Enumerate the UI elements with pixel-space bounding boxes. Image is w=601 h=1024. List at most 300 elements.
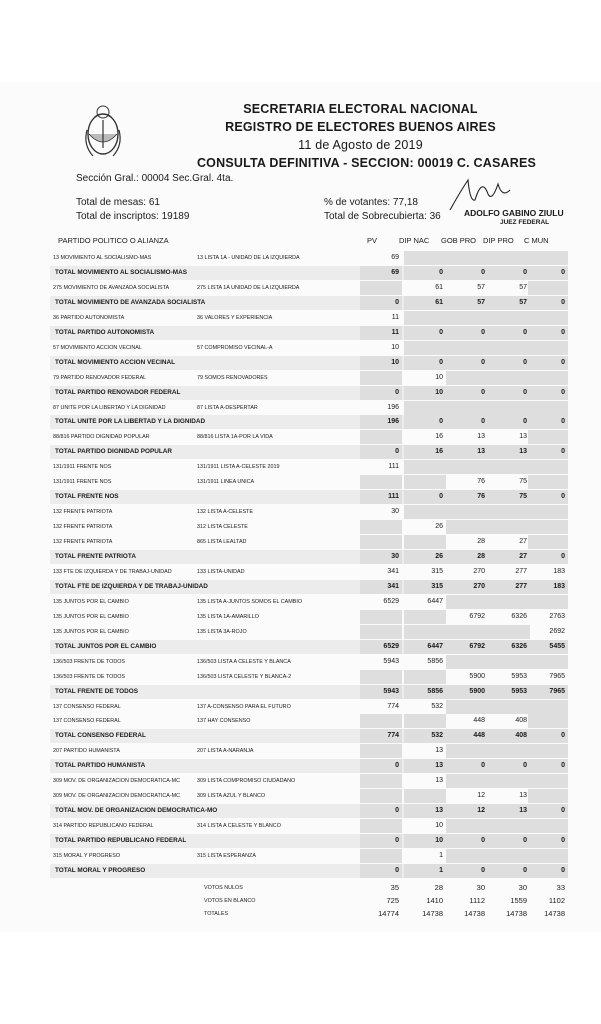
total-row [50,266,568,280]
cell-gob: 270 [446,580,488,594]
cell-dip: 6447 [404,640,446,654]
cell-dpr [488,251,530,265]
cell-dpr: 0 [488,356,530,370]
cell-dip [404,789,446,803]
footer-cell-mun: 33 [556,882,565,892]
total-row [50,550,568,564]
cell-dpr: 0 [488,759,530,773]
partido-label: 309 MOV. DE ORGANIZACION DEMOCRATICA-MC [53,793,180,800]
cell-gob [446,251,488,265]
partido-label: 136/503 FRENTE DE TODOS [53,673,126,680]
cell-dip: 0 [404,490,446,504]
cell-gob [446,595,488,609]
total-row [50,685,568,699]
header-consulta: CONSULTA DEFINITIVA - SECCION: 00019 C. CASARES [196,156,537,170]
partido-label: TOTAL FRENTE DE TODOS [55,687,138,695]
partido-label: TOTAL PARTIDO AUTONOMISTA [55,328,155,336]
cell-gob [446,371,488,385]
lista-label: 137 A-CONSENSO PARA EL FUTURO [197,703,291,710]
lista-label: 13 LISTA 1A - UNIDAD DE LA IZQUIERDA [197,255,300,261]
total-row [50,356,568,370]
list-row [50,251,568,265]
cell-dpr: 75 [488,490,530,504]
cell-dpr: 277 [488,580,530,594]
lista-label: 135 LISTA 1A-AMARILLO [197,613,259,620]
list-row [50,401,568,415]
footer-row [50,881,568,895]
cell-gob: 270 [473,567,485,575]
cell-gob [446,341,488,355]
cell-dpr [488,655,530,669]
pct-votantes: % de votantes: 77,18 [324,197,418,208]
cell-dip [404,670,446,684]
cell-mun [528,520,568,534]
cell-dpr [488,460,530,474]
cell-dpr: 13 [519,792,527,800]
cell-mun: 0 [528,759,568,773]
cell-dpr: 408 [488,729,530,743]
cell-dip: 1 [404,864,446,878]
partido-label: 309 MOV. DE ORGANIZACION DEMOCRATICA-MC [53,778,180,785]
partido-label: TOTAL MOVIMIENTO ACCION VECINAL [55,358,176,366]
col-header-dip-pro: DIP PRO [483,236,514,245]
total-row [50,445,568,459]
cell-dpr: 5953 [511,672,527,680]
footer-cell-dip: 1410 [426,895,443,905]
cell-pv: 774 [360,729,402,743]
judge-signature-icon [440,172,540,212]
partido-label: 13 MOVIMIENTO AL SOCIALISMO-MAS [53,255,152,261]
cell-mun: 0 [528,266,568,280]
cell-gob: 57 [477,283,485,291]
cell-pv: 10 [360,356,402,370]
cell-dip: 0 [404,266,446,280]
list-row [50,849,568,863]
cell-gob [446,849,488,863]
cell-dpr: 0 [488,864,530,878]
lista-label: 57 COMPROMISO VECINAL-A [197,344,273,351]
cell-dpr: 5953 [488,685,530,699]
cell-gob: 28 [477,538,485,546]
cell-gob: 57 [446,296,488,310]
cell-dip [404,341,446,355]
cell-dip: 532 [431,702,443,710]
cell-gob [446,655,488,669]
cell-pv [360,610,402,624]
partido-label: TOTAL MOVIMIENTO AL SOCIALISMO-MAS [55,268,187,276]
partido-label: TOTAL FTE DE IZQUIERDA Y DE TRABAJ-UNIDAD [55,582,208,590]
cell-mun: 0 [528,356,568,370]
cell-dip: 5856 [427,657,443,665]
cell-dpr [488,401,530,415]
cell-dip: 16 [404,445,446,459]
list-row [50,595,568,609]
cell-pv [360,520,402,534]
cell-pv: 69 [360,266,402,280]
list-row [50,520,568,534]
cell-pv [360,371,402,385]
cell-gob: 0 [446,864,488,878]
cell-dpr: 0 [488,834,530,848]
list-row [50,610,568,624]
partido-label: 135 JUNTOS POR EL CAMBIO [53,613,129,620]
cell-dip: 5856 [404,685,446,699]
cell-mun: 2763 [549,612,565,620]
cell-pv: 30 [391,508,399,516]
footer-cell-gob: 30 [476,882,485,892]
cell-dpr [488,505,530,519]
list-row [50,670,568,684]
list-row [50,655,568,669]
partido-label: 135 JUNTOS POR EL CAMBIO [53,598,129,605]
cell-gob: 0 [446,326,488,340]
cell-mun: 0 [528,490,568,504]
lista-label: 309 LISTA AZUL Y BLANCO [197,793,266,800]
footer-cell-pv: 35 [390,882,399,892]
cell-pv [360,535,402,549]
list-row [50,460,568,474]
cell-dip: 315 [404,580,446,594]
cell-gob: 12 [477,792,485,800]
cell-gob [446,505,488,519]
list-row [50,744,568,758]
total-inscriptos: Total de inscriptos: 19189 [76,211,190,222]
cell-mun: 0 [528,415,568,429]
cell-mun: 7965 [528,685,568,699]
cell-dpr [488,819,530,833]
total-row [50,296,568,310]
cell-dip: 13 [404,759,446,773]
partido-label: 36 PARTIDO AUTONOMISTA [53,314,125,321]
cell-dpr [488,311,530,325]
cell-mun: 0 [528,296,568,310]
cell-pv [360,774,402,788]
col-header-dip-nac: DIP NAC [399,236,430,245]
cell-pv [360,849,402,863]
list-row [50,565,568,579]
cell-dip [404,625,446,639]
cell-pv [360,281,402,295]
cell-gob [446,819,488,833]
list-row [50,789,568,803]
total-mesas: Total de mesas: 61 [76,197,160,208]
cell-dpr: 57 [519,283,527,291]
total-row [50,580,568,594]
cell-pv: 0 [360,759,402,773]
cell-pv: 6529 [383,597,399,605]
cell-pv: 0 [360,804,402,818]
lista-label: 132 LISTA A-CELESTE [197,509,253,516]
cell-dip [404,610,446,624]
cell-mun: 0 [528,864,568,878]
header-date: 11 de Agosto de 2019 [298,138,423,152]
partido-label: 137 CONSENSO FEDERAL [53,718,121,725]
lista-label: 131/1911 LISTA A-CELESTE 2019 [197,464,280,471]
lista-label: 131/1911 LINEA UNICA [197,479,255,486]
cell-gob: 5900 [469,672,485,680]
lista-label: 312 LISTA CELESTE [197,524,248,531]
lista-label: 275 LISTA 1A UNIDAD DE LA IZQUIERDA [197,284,300,291]
cell-pv [360,670,402,684]
cell-gob: 13 [446,445,488,459]
cell-dpr [488,371,530,385]
footer-cell-dpr: 30 [518,882,527,892]
list-row [50,371,568,385]
cell-dpr: 75 [519,478,527,486]
cell-gob: 0 [446,266,488,280]
cell-gob: 0 [446,356,488,370]
cell-pv [360,744,402,758]
partido-label: TOTAL PARTIDO DIGNIDAD POPULAR [55,448,173,456]
cell-dip: 532 [404,729,446,743]
cell-gob [446,520,488,534]
cell-mun: 0 [528,834,568,848]
cell-dip: 10 [435,373,443,381]
total-row [50,729,568,743]
partido-label: 131/1911 FRENTE NOS [53,464,112,471]
cell-dpr: 0 [488,266,530,280]
cell-gob: 12 [446,804,488,818]
cell-mun [528,535,568,549]
cell-dpr: 27 [519,538,527,546]
cell-pv: 30 [360,550,402,564]
cell-mun: 183 [553,567,565,575]
partido-label: TOTAL CONSENSO FEDERAL [55,732,146,740]
partido-label: TOTAL PARTIDO REPUBLICANO FEDERAL [55,837,187,845]
total-row [50,834,568,848]
footer-cell-dip: 28 [434,882,443,892]
footer-cell-dpr: 14738 [506,908,527,918]
partido-label: 87 UNITE POR LA LIBERTAD Y LA DIGNIDAD [53,404,166,411]
cell-gob: 0 [446,386,488,400]
cell-dip: 61 [435,283,443,291]
cell-pv: 6529 [360,640,402,654]
cell-gob: 0 [446,759,488,773]
partido-label: TOTAL MOVIMIENTO DE AVANZADA SOCIALISTA [55,298,206,306]
cell-dip: 61 [404,296,446,310]
cell-dip: 6447 [427,597,443,605]
cell-dpr: 6326 [511,612,527,620]
partido-label: TOTAL MORAL Y PROGRESO [55,866,146,874]
footer-cell-gob: 1112 [469,895,485,905]
lista-label: 136/503 LISTA CELESTE Y BLANCA-2 [197,673,292,680]
cell-dip: 0 [404,415,446,429]
cell-pv [360,714,402,728]
total-sobrecubierta: Total de Sobrecubierta: 36 [324,211,441,222]
seccion-gral: Sección Gral.: 00004 Sec.Gral. 4ta. [76,173,234,184]
cell-pv: 0 [360,445,402,459]
lista-label: 309 LISTA COMPROMISO CIUDADANO [197,778,296,785]
cell-pv [360,475,402,489]
header-secretaria: SECRETARIA ELECTORAL NACIONAL [243,102,478,116]
lista-label: 135 LISTA 3A-ROJO [197,628,247,635]
cell-dpr: 0 [488,326,530,340]
list-row [50,535,568,549]
cell-dpr: 13 [519,433,527,441]
lista-label: 314 LISTA A CELESTE Y BLANCO [197,823,281,830]
cell-dpr [488,744,530,758]
cell-dip [404,460,446,474]
partido-label: 88/816 PARTIDO DIGNIDAD POPULAR [53,434,150,441]
partido-label: 131/1911 FRENTE NOS [53,479,112,486]
cell-pv [360,430,402,444]
partido-label: TOTAL MOV. DE ORGANIZACION DEMOCRATICA-MO [55,807,218,815]
partido-label: 79 PARTIDO RENOVADOR FEDERAL [53,374,147,381]
cell-dip: 10 [435,822,443,830]
list-row [50,700,568,714]
footer-cell-dip: 14738 [422,908,443,918]
partido-label: TOTAL PARTIDO RENOVADOR FEDERAL [55,388,181,396]
cell-gob [446,700,488,714]
cell-dip: 13 [435,747,443,755]
lista-label: 79 SOMOS RENOVADORES [197,374,268,381]
cell-mun [528,744,568,758]
cell-gob: 0 [446,415,488,429]
judge-title: JUEZ FEDERAL [500,219,550,226]
cell-pv: 196 [360,415,402,429]
lista-label: 36 VALORES Y EXPERIENCIA [197,314,273,321]
cell-pv: 0 [360,834,402,848]
cell-pv: 341 [360,580,402,594]
cell-mun [528,774,568,788]
cell-pv: 341 [387,567,399,575]
footer-row [50,894,568,908]
cell-pv: 196 [387,403,399,411]
list-row [50,774,568,788]
cell-dip [404,311,446,325]
cell-dip: 10 [404,386,446,400]
cell-gob: 6792 [446,640,488,654]
footer-cell-mun: 1102 [548,895,565,905]
cell-pv [360,625,402,639]
cell-pv: 5943 [383,657,399,665]
cell-pv: 774 [387,702,399,710]
col-header-c-mun: C MUN [524,236,549,245]
total-row [50,864,568,878]
cell-gob: 13 [477,433,485,441]
cell-dip: 26 [404,550,446,564]
cell-dip: 26 [435,523,443,531]
cell-mun: 0 [528,445,568,459]
cell-dip [404,535,446,549]
footer-label: TOTALES [204,910,229,917]
cell-dpr [488,774,530,788]
cell-mun [528,371,568,385]
footer-cell-dpr: 1559 [510,895,527,905]
partido-label: TOTAL FRENTE NOS [55,493,119,501]
col-header-partido: PARTIDO POLITICO O ALIANZA [58,236,169,245]
cell-dpr: 57 [488,296,530,310]
cell-mun: 0 [528,326,568,340]
total-row [50,326,568,340]
cell-dpr: 6326 [488,640,530,654]
list-row [50,311,568,325]
partido-label: 136/503 FRENTE DE TODOS [53,658,126,665]
list-row [50,281,568,295]
list-row [50,475,568,489]
cell-dpr: 277 [515,567,527,575]
list-row [50,625,568,639]
cell-pv: 111 [388,463,399,471]
cell-gob [446,625,488,639]
lista-label: 315 LISTA ESPERANZA [197,853,256,859]
lista-label: 88/816 LISTA 1A-POR LA VIDA [197,434,273,441]
cell-pv: 0 [360,386,402,400]
partido-label: 315 MORAL Y PROGRESO [53,853,121,859]
footer-row [50,907,568,921]
cell-mun [528,700,568,714]
cell-mun [528,311,568,325]
cell-pv [360,789,402,803]
total-row [50,386,568,400]
partido-label: 207 PARTIDO HUMANISTA [53,748,120,755]
cell-dpr [488,520,530,534]
cell-pv: 69 [391,254,399,261]
cell-gob: 0 [446,834,488,848]
cell-gob [446,744,488,758]
cell-mun: 183 [528,580,568,594]
total-row [50,759,568,773]
cell-mun: 0 [528,804,568,818]
cell-dpr [488,700,530,714]
list-row [50,341,568,355]
cell-dpr: 0 [488,386,530,400]
cell-mun: 0 [528,729,568,743]
cell-dip: 0 [404,326,446,340]
cell-gob [446,774,488,788]
total-row [50,415,568,429]
cell-dpr [488,341,530,355]
lista-label: 137 HAY CONSENSO [197,718,251,725]
cell-dip: 0 [404,356,446,370]
cell-pv: 11 [360,326,402,340]
cell-dip [404,505,446,519]
lista-label: 133 LISTA-UNIDAD [197,568,245,575]
cell-dpr: 0 [488,415,530,429]
partido-label: 57 MOVIMIENTO ACCION VECINAL [53,344,142,351]
cell-mun: 2692 [549,627,565,635]
total-row [50,490,568,504]
cell-gob [446,460,488,474]
list-row [50,430,568,444]
cell-mun: 0 [528,550,568,564]
cell-gob: 5900 [446,685,488,699]
cell-mun: 0 [528,386,568,400]
footer-cell-pv: 725 [386,895,399,905]
cell-gob: 76 [477,478,485,486]
partido-label: 275 MOVIMIENTO DE AVANZADA SOCIALISTA [53,284,170,291]
lista-label: 135 LISTA A-JUNTOS SOMOS EL CAMBIO [197,598,303,605]
cell-mun: 5455 [528,640,568,654]
cell-mun [528,714,568,728]
cell-gob: 76 [446,490,488,504]
cell-mun [528,789,568,803]
lista-label: 865 LISTA LEALTAD [197,539,247,546]
lista-label: 136/503 LISTA A CELESTE Y BLANCA [197,658,291,665]
judge-name: ADOLFO GABINO ZIULU [464,208,564,218]
cell-dpr [488,625,530,639]
partido-label: TOTAL JUNTOS POR EL CAMBIO [55,642,157,650]
partido-label: TOTAL PARTIDO HUMANISTA [55,762,146,770]
cell-dpr: 408 [515,717,527,725]
header-registro: REGISTRO DE ELECTORES BUENOS AIRES [225,120,496,134]
footer-cell-pv: 14774 [378,908,399,918]
cell-mun [528,819,568,833]
cell-pv: 0 [360,296,402,310]
partido-label: 132 FRENTE PATRIOTA [53,509,113,516]
cell-mun [528,849,568,863]
col-header-pv: PV [367,236,378,245]
